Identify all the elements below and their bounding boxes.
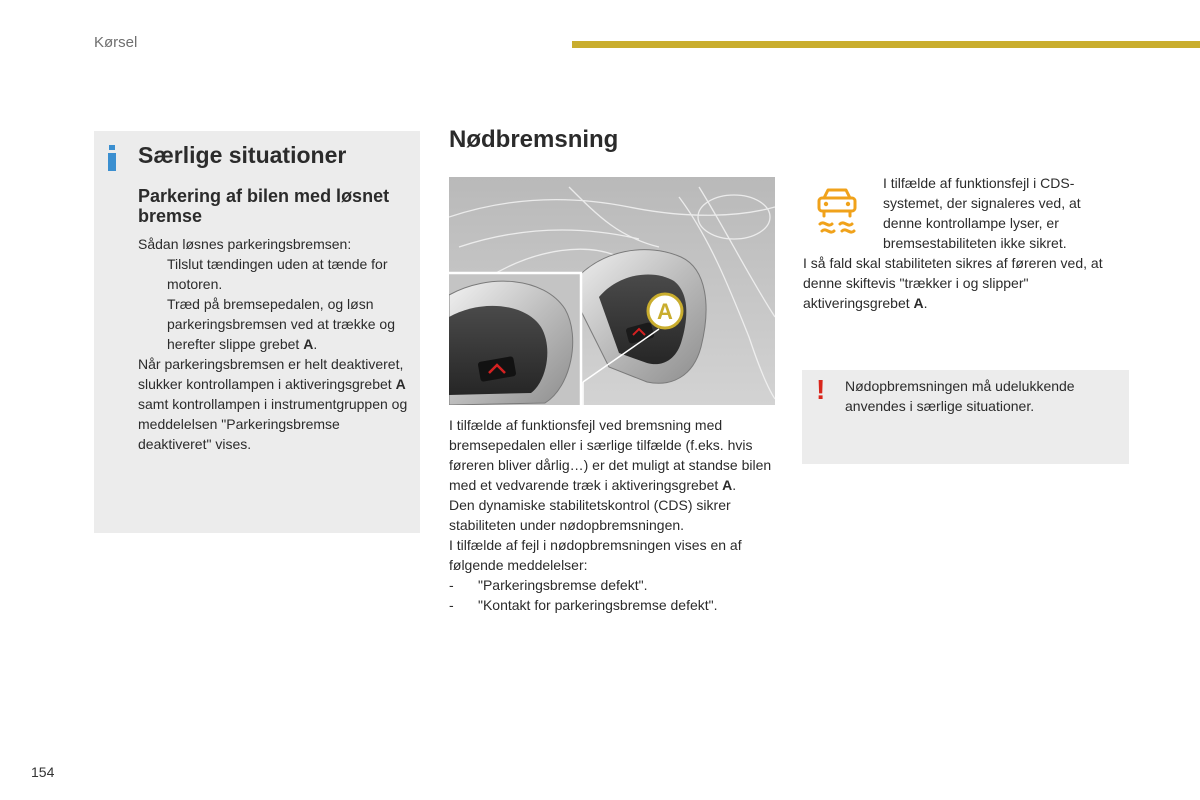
- illustration-svg: [449, 177, 775, 405]
- callout-label: A: [657, 299, 673, 324]
- paragraph: Den dynamiske stabilitetskontrol (CDS) sikrer stabiliteten under nødopbremsningen.: [449, 497, 731, 533]
- page-title: Nødbremsning: [449, 126, 619, 153]
- info-box: [94, 131, 420, 533]
- info-intro: Sådan løsnes parkeringsbremsen:: [138, 236, 352, 252]
- page-number: 154: [31, 764, 55, 780]
- exclamation-icon: !: [816, 374, 826, 405]
- caution-box: [802, 370, 1129, 464]
- cds-warning-text: I tilfælde af funktionsfejl i CDS-systemet, der signaleres ved, at denne kontrollampe lyser, er bremsestabiliteten ikke sikret.: [883, 175, 1081, 251]
- info-closing-paragraph: Når parkeringsbremsen er helt deaktiveret, slukker kontrollampen i aktiveringsgrebet A samt kontrollampen i instrumentgruppen og meddelelsen "Parkeringsbremse deaktiveret" vises.: [138, 356, 408, 452]
- info-body: [138, 234, 414, 454]
- caution-text: Nødopbremsningen må udelukkende anvendes i særlige situationer.: [845, 378, 1075, 414]
- info-icon: [108, 145, 116, 171]
- info-title: Særlige situationer: [138, 142, 347, 168]
- list-item: Træd på bremsepedalen, og løsn parkeringsbremsen ved at trække og herefter slippe grebet A.: [167, 296, 395, 352]
- info-subtitle: Parkering af bilen med løsnet bremse: [138, 186, 390, 226]
- parking-brake-lever-illustration: [449, 177, 775, 405]
- paragraph: I tilfælde af fejl i nødopbremsningen vises en af følgende meddelelser:: [449, 537, 742, 573]
- paragraph: I tilfælde af funktionsfejl ved bremsning med bremsepedalen eller i særlige tilfælde (f.eks. hvis føreren bliver dårlig…) er det muligt at standse bilen med et vedvarende træk i aktiveringsgrebet A.: [449, 417, 772, 493]
- list-item: - "Parkeringsbremse defekt".: [449, 577, 648, 593]
- section-label: Kørsel: [94, 34, 138, 51]
- header-rule: [572, 41, 1200, 48]
- list-item: Tilslut tændingen uden at tænde for motoren.: [167, 256, 388, 292]
- list-item: - "Kontakt for parkeringsbremse defekt".: [449, 597, 718, 613]
- main-body: [449, 415, 779, 615]
- cds-instruction-text: I så fald skal stabiliteten sikres af føreren ved, at denne skiftevis "trækker i og slipper" aktiveringsgrebet A.: [803, 255, 1103, 311]
- skidding-car-icon: [814, 186, 860, 236]
